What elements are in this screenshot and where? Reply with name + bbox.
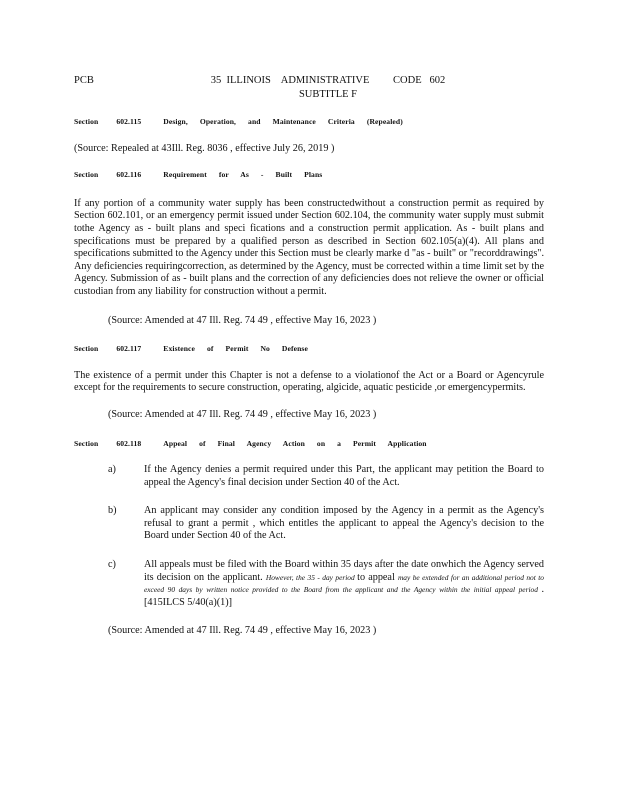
- source-note-602-116: (Source: Amended at 47 Ill. Reg. 74 49 , effective May 16, 2023 ): [108, 314, 377, 326]
- document-body: [74, 116, 544, 638]
- item-label: b): [108, 505, 117, 517]
- section-word: Section: [74, 438, 99, 448]
- section-heading-602-115: [74, 116, 544, 129]
- header-left: PCB: [74, 75, 94, 86]
- item-text-plain: to appeal: [357, 571, 398, 583]
- section-number: 602.117: [116, 344, 142, 354]
- section-number: 602.115: [116, 117, 142, 126]
- item-label: c): [108, 559, 116, 571]
- item-text: An applicant may consider any condition imposed by the Agency in a permit as the Agency's refusal to grant a permit , which entitles the applicant to appeal the Agency's decision to the Board under Section 40 of the Act.: [144, 505, 544, 542]
- item-text-citation: .[415ILCS 5/40(a)(1)]: [144, 584, 544, 608]
- section-title: Appeal of Final Agency Action on a Permit Application: [163, 438, 427, 448]
- item-text-plain: All appeals must be filed with the Board within 35 days after the date onwhich the Agency served its decision on the applicant.: [144, 559, 544, 583]
- list-item: [74, 559, 544, 609]
- section-number: 602.116: [116, 170, 142, 180]
- item-text: If the Agency denies a permit required under this Part, the applicant may petition the Board to appeal the Agency's final decision under Section 40 of the Act.: [144, 464, 544, 488]
- section-heading-602-116: [74, 169, 544, 182]
- section-title: Requirement for As - Built Plans: [163, 170, 323, 180]
- item-text: [144, 559, 544, 609]
- item-label: a): [108, 464, 116, 476]
- section-title: Existence of Permit No Defense: [163, 344, 308, 354]
- source-note-602-118: (Source: Amended at 47 Ill. Reg. 74 49 , effective May 16, 2023 ): [108, 625, 377, 637]
- item-text-italic: may be extended for an additional period not to exceed 90 days by written notice provided to the Board from the applicant and the Agency within the initial appeal period: [144, 572, 544, 595]
- header-subtitle: SUBTITLE F: [298, 89, 358, 100]
- list-item: [74, 464, 544, 489]
- item-text-italic: However, the 35 - day period: [265, 572, 358, 582]
- section-heading-602-117: [74, 343, 544, 356]
- subsection-list-602-118: [74, 464, 544, 609]
- section-paragraph-602-116: If any portion of a community water supply has been constructedwithout a construction permit as required by Section 602.101, or an emergency permit issued under Section 602.104, the community water supply must submit tothe Agency as - built plans and speci fications and a construction permit application. As - built plans and specifications must be prepared by a qualified person as described in Section 602.105(a)(4). All plans and specifications submitted to the Agency under this Section must be clearly marke d "as - built" or "recorddrawings". Any deficiencies requiringcorrection, as determined by the Agency, must be corrected within a time limit set by the Agency. Submission of as - built plans and the correction of any deficiencies does not relieve the owner or official custodian from any liability for construction without a permit.: [74, 197, 544, 297]
- source-note-602-117: (Source: Amended at 47 Ill. Reg. 74 49 , effective May 16, 2023 ): [108, 408, 377, 420]
- source-note-602-115: (Source: Repealed at 43Ill. Reg. 8036 , effective July 26, 2019 ): [74, 142, 335, 154]
- section-number: 602.118: [116, 438, 142, 448]
- section-word: Section: [74, 170, 99, 180]
- section-paragraph-602-117: The existence of a permit under this Chapter is not a defense to a violationof the Act or a Board or Agencyrule except for the requirements to secure construction, operating, algicide, aquatic pesticide ,or emergencypermits.: [74, 369, 544, 394]
- section-word: Section: [74, 117, 99, 126]
- list-item: [74, 505, 544, 543]
- header-title: 35 ILLINOIS ADMINISTRATIVE CODE 602: [210, 75, 446, 86]
- section-title: Design, Operation, and Maintenance Criteria (Repealed): [163, 117, 403, 126]
- section-heading-602-118: [74, 438, 544, 451]
- section-word: Section: [74, 344, 99, 354]
